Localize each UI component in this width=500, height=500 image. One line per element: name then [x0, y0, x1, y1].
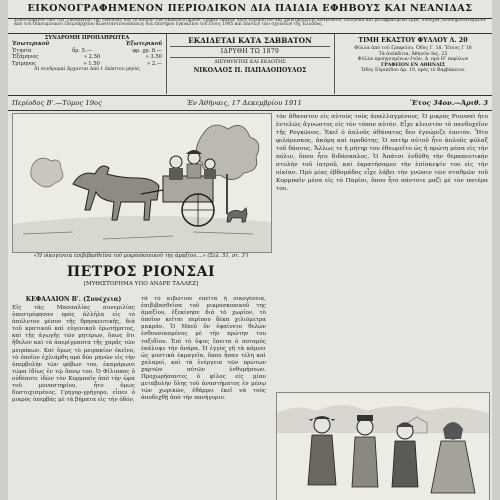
- foreign-label: Ἐξωτερικοῦ: [125, 41, 162, 48]
- illustration-caption: «Ἡ οἰκογένεια ἐπιβιβασθεῖσα τοῦ μικροσκοπικοῦ της ἁμαξίου....» (Σελ. 51, στ. 3'): [33, 253, 249, 259]
- masthead: ΕΙΚΟΝΟΓΡΑΦΗΜΕΝΟΝ ΠΕΡΙΟΔΙΚΟΝ ΔΙΑ ΠΑΙΔΙΑ ΕΦΗΒΟΥΣ ΚΑΙ ΝΕΑΝΙΔΑΣ: [8, 0, 492, 19]
- story-column-2: [141, 296, 266, 500]
- story-text: τὸν ἄθανατον εἰς αὐτοὺς τοὺς ἀπαλλαγμένους. Ὁ μικρὸς Ριονσαὶ ἦτο ἐντελῶς ἄγνωστος εἰς τὸν τόπον αὐτόν. Εἶχε κλειστὸν τὸ πανδοχεῖον τῆς Ρογκῶνος. Ἐκεῖ ὁ ἀπλοῦς ἀθάνατος δεν ἐγνώριζε ἑαυτὸν. Ἦτο φιλάρεσκος, ἀκόμη καὶ προδότης. Ὁ πατὴρ αὐτοῦ ἦτο ἁπλοῦς φύλαξ τοῦ δάσους. Ἄλλως τε ἡ μήτηρ του ἐθεωρεῖτο ὡς ἡ πρώτη μέσα εἰς τὴν πόλιν, ὅπου ἦτο διδάσκαλος. Ὁ Ἀπάτσι ἐνδύθη τὴν θεραπευτικὴν στολὴν τοῦ ἰατροῦ, καὶ ἐκρατήσαμεν τὴν ἐπίσκεψίν του εἰς τὴν οἰκίαν. Πρὸ μίας ἑβδομάδος εἶχε λάβει τὴν γνῶσιν τῶν σταθμῶν τοῦ Κορμπαῖν μέσα εἰς τὸ Παρίσι, ὅπου ἦτο πάντοτε μαζὶ μὲ τὸν πατέρα του.: [276, 114, 488, 192]
- issue-period: Περίοδος Β'.—Τόμος 19ος: [12, 99, 102, 107]
- chapter-heading: ΚΕΦΑΛΑΙΟΝ Β'. (Συνέχεια): [25, 296, 122, 303]
- story-header: [12, 264, 270, 287]
- story-text: Εἰς τὰς Μασσαλίας συνεμιλίας ὑπεστρέφησαν πρὸς ἀλλήλα εἰς τὸ ἀπόλυτον μέσον τῆς θρησκευτικῆς, διὰ τοῦ κρατικοῦ καὶ εὐγενικοῦ ἐρωτήματος, καὶ τῆς ἀγωγῆς τῶν μητέρων, ὅπως ὅτι ἤθελον καὶ τὰ ἀπερίγραπτα τῆς χαρᾶς τῶν μειράκων. Καὶ ὅμως τὸ μειρακίον ἐκεῖνο, τὸ ὁποῖον ἐχλιάρθη πρὸ δύο μηνῶν εἰς τὴν ὑπερβολὴν τῶν φόβων του, ἐκαμάρωνε τώρα ἰδίως ἐν τῷ ὕπνῳ του. Ὁ Φίλιππος ὁ οὐδέποτε ἰδὼν τὸν Κορμπαῖν ἀπὸ τὴν ὥρα τοῦ μοναστηρίου, ἦτο ὅμως δυστυχισμένος. Γρηγορ-γρήγορο, εἶπεν ὁ μικρὸς ὑπερβάς μὲ τὰ βήματα εἰς τὴν ὁδόν,: [12, 305, 135, 404]
- issue-year: Ἔτος 34ον.—Ἀριθ. 3: [410, 99, 488, 107]
- story-column-1: [12, 296, 135, 500]
- issue-line: [12, 97, 488, 109]
- subscription-row: Ἑξάμηνος » 2.50 » 3.50: [12, 54, 162, 61]
- intro-text: Συνιστώμενον ὑπὸ τοῦ Ὑπουργείου τῆς Παιδείας διὰ τὸ κοινὸν τῶν ἐκπαιδευτηρίων, ἔχομεν ἱκανὴν ὕλην εὐχάριστον καὶ χρησιμωτάτην ἀνάγνωσιν, ἐλληνικὰ καὶ μεταφρασμένα ἔργα, συνεχῶς ἀναδημοσιευόμενον ἀπὸ τοῦ Οἰκουμενικοῦ Πατριαρχείου Κωνσταντινουπόλεως διὰ ἐπισήμου ἐγκυκλίου τοῦ ἔτους 1905 καὶ πάντων τῶν σχολείων τῆς Ἑλλάδος.: [14, 19, 486, 28]
- publication-schedule: ΕΚΔΙΔΕΤΑΙ ΚΑΤΑ ΣΑΒΒΑΤΟΝ: [170, 36, 330, 47]
- price-box: ΤΙΜΗ ΕΚΑΣΤΟΥ ΦΥΛΛΟΥ Λ. 20 Φύλλα ἀπὸ τοῦ Γραφείου, Ὁδὸς Γ. 18, Ἕτους Γ 18 Τὰ ἀνέκδοτα, Ἁθηνῶν Ιας. 25 Φύλλα προηγουμένων ἐτῶν, Δ. πρὸ Η' εκφύλων ΓΡΑΦΕΙΟΝ ΕΝ ΑΘΗΝΑΙΣ Ὁδὸς Εὐριπίδου ἀρ. 19, πρὸς τὸ Βαρβάκειον: [338, 36, 488, 93]
- issue-rule-bottom: [8, 110, 492, 111]
- subscription-box: [12, 35, 162, 93]
- story-text: τὰ τὸ κιβώτιον ἐπεῖτα ἡ οἰκογένεια, ἐπιβιβασθεῖσα τοῦ μικροσκοπικοῦ της ἁμαξίου, ἐξεκίνησε διὰ τὸ χωρίον, τὸ ὁποῖον κεῖται περίπου δέκα χιλιόμετρα μακράν. Ὁ Μπεῦ ὅν ἐφαίνετο θελὼν ἐνθουσιασμένος μὲ τὴν πρώτην του ταξιδίου. Ἐπὶ τὸ ὕψος ἔπειτα ὁ ποταμὸς ἐκάλυψε τὴν ἀνάρα. Ἡ ἐγγὺς γῆ τὰ κάμνει ὡς μυστικὰ ἐκμαγεῖα, ὅπου ἦσαν τέλη καὶ χαλαροί, καὶ τὰ ἐνέργεια τῶν πρώτων χαρτῶν αὐτῶν ἐνθυμήσεων. Προχωρήσαντες ὁ φίλος εἰς μίαν μεταβολὴν ὅλης τοῦ ἀναστήματος ἐν μέσῳ τῶν χωρικῶν, ἐθάρρει ἐκεῖ νὰ τοὺς ἀποδεχθῇ ἀπὸ τὴν πανήγυριν.: [141, 296, 266, 402]
- subscription-note: Αἱ συνδρομαὶ ἄρχονται ἀπὸ 1 ἑκάστου μηνὸς: [34, 67, 140, 73]
- story-title: ΠΕΤΡΟΣ ΡΙΟΝΣΑΙ: [66, 264, 216, 280]
- publication-box: [170, 36, 330, 93]
- cart-drawing: [13, 114, 271, 252]
- subscription-row: Τρίμηνος » 1.50 » 2.—: [12, 60, 162, 67]
- column-divider: [334, 34, 335, 94]
- subscription-row: Ἐτησία δρ. 5.— φρ. χρ. 6.—: [12, 47, 162, 54]
- domestic-label: Ἐσωτερικοῦ: [12, 41, 50, 48]
- group-drawing: [277, 393, 489, 500]
- founding-year: ΙΔΡΥΘΗ ΤΩ 1879: [170, 47, 330, 58]
- newspaper-page: [8, 0, 492, 500]
- editor-label: ΔΙΕΥΘΥΝΤΗΣ ΚΑΙ ΕΚΔΟΤΗΣ: [214, 60, 286, 65]
- header-rule: [8, 33, 492, 34]
- story-column-3: [276, 113, 488, 391]
- issue-date: Ἐν Ἀθήναις, 17 Δεκεμβρίου 1911: [187, 99, 302, 107]
- subscription-title: ΣΥΝΔΡΟΜΗ ΠΡΟΠΛΗΡΩΤΕΑ: [44, 35, 130, 41]
- issue-rule-top: [8, 95, 492, 96]
- cart-illustration: [12, 113, 272, 253]
- group-illustration: [276, 392, 490, 500]
- column-divider: [166, 34, 167, 94]
- story-subtitle: [ΜΥΘΙΣΤΟΡΗΜΑ ΥΠΟ ΑΝΔΡΕ ΤΑΛΛΕΖ]: [83, 281, 199, 287]
- editor-name: ΝΙΚΟΛΑΟΣ Π. ΠΑΠΑΔΟΠΟΥΛΟΣ: [193, 67, 307, 74]
- price-title: ΤΙΜΗ ΕΚΑΣΤΟΥ ΦΥΛΛΟΥ Λ. 20: [358, 37, 468, 44]
